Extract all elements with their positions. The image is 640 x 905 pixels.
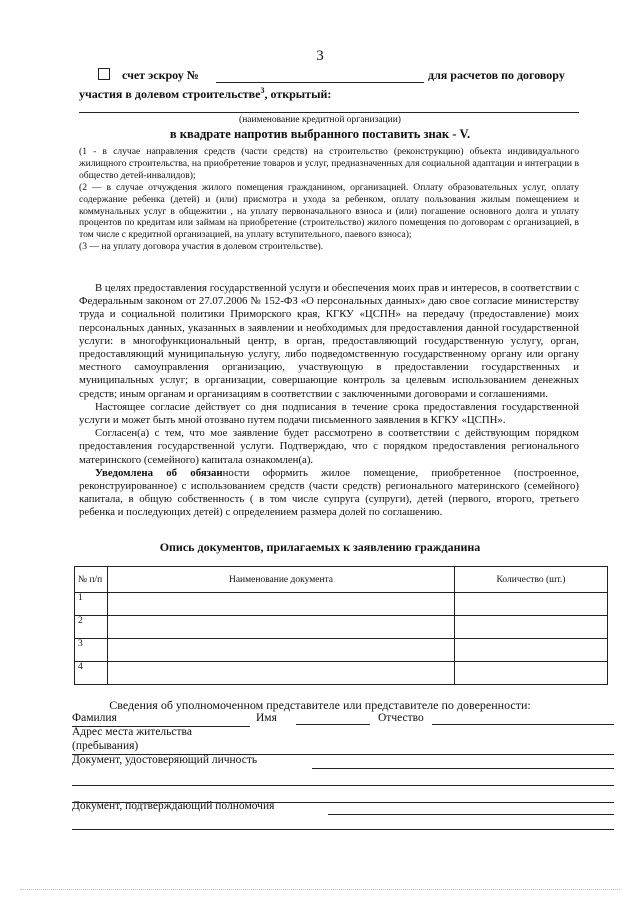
bank-name-caption: (наименование кредитной организации) (239, 115, 401, 125)
escrow-line2: участия в долевом строительстве$^3$, открытый: (79, 86, 332, 101)
rep-title: Сведения об уполномоченном представителе или представителе по доверенности: (109, 698, 531, 712)
rep-patronymic-line[interactable] (432, 724, 614, 725)
row-number: 3 (75, 639, 108, 662)
row-number: 2 (75, 616, 108, 639)
notes-block (79, 146, 579, 253)
doc-name-cell[interactable] (108, 662, 455, 685)
table-header-row (75, 567, 608, 593)
escrow-number-line[interactable] (216, 82, 424, 83)
bank-name-line[interactable] (79, 112, 579, 113)
row-number: 4 (75, 662, 108, 685)
escrow-option (98, 68, 199, 83)
row-number: 1 (75, 593, 108, 616)
escrow-label: счет эскроу № (122, 68, 199, 82)
doc-qty-cell[interactable] (455, 616, 608, 639)
instruction: в квадрате напротив выбранного поставить знак - V. (169, 127, 471, 141)
consent-block (79, 282, 579, 520)
rep-surname-label: Фамилия (72, 712, 117, 724)
col-name-header: Наименование документа (108, 567, 455, 593)
doc-name-cell[interactable] (108, 616, 455, 639)
rep-id-doc-line[interactable] (312, 768, 614, 769)
page-number: 3 (316, 48, 324, 64)
note-1: (1 - в случае направления средств (части средств) на строительство (реконструкцию) объекта индивидуального жилищного строительства, на приобретение товаров и услуг, предназначенных для социальной адаптации и интеграции в общество детей-инвалидов); (79, 146, 579, 181)
consent-validity: Настоящее согласие действует со дня подписания в течение срока предоставления государственной услуги и может быть мной отозвано путем подачи письменного заявления в КГКУ «ЦСПН». (79, 400, 579, 427)
docs-title: Опись документов, прилагаемых к заявлению гражданина (159, 540, 481, 554)
escrow-tail: для расчетов по договору (428, 68, 565, 82)
rep-auth-doc-label: Документ, подтверждающий полномочия (72, 800, 275, 812)
rep-address-label: Адрес места жительства (72, 726, 192, 738)
rep-patronymic-label: Отчество (378, 712, 424, 724)
consent-paragraph: В целях предоставления государственной услуги и обеспечения моих прав и интересов, в соответствии с Федеральным законом от 27.07.2006 № 152-ФЗ «О персональных данных» даю свое согласие министерству труда и социальной политики Приморского края, КГКУ «ЦСПН» на передачу (предоставление) моих персональных данных, указанных в заявлении и необходимых для предоставления данной государственной услуги: в многофункциональный центр, в орган, предоставляющий государственную услугу, орган, предоставляющий муниципальную услугу, либо подведомственную государственному органу или органу местного самоуправления организацию, участвующую в предоставлении государственных и муниципальных услуг; в организации, совершающие контроль за целевым использованием денежных средств; иным органам и организациям в соответствии с заключенными договорами и соглашениями. (79, 282, 579, 400)
documents-table (74, 566, 608, 685)
col-qty-header: Количество (шт.) (455, 567, 608, 593)
doc-name-cell[interactable] (108, 639, 455, 662)
doc-qty-cell[interactable] (455, 593, 608, 616)
table-row (75, 662, 608, 685)
table-row (75, 593, 608, 616)
note-2: (2 — в случае отчуждения жилого помещения гражданином, организацией. Оплату образовательных услуг, оплату содержание ребенка (детей) и (или) присмотра и ухода за ребенком, оплату пользования жилым помещением и коммунальных услуг в общежитии , на уплату первоначального взноса и (или) погашение основного долга и уплату процентов по кредитам или займам на приобретение (строительство) жилого помещения по договорам с организацией, в том числе с кредитной организацией, на уплату вступительного, паевого взноса); (79, 181, 579, 241)
notice-paragraph: Уведомлена об обязанности оформить жилое помещение, приобретенное (построенное, реконструированное) с использованием средств (части средств) регионального материнского (семейного) капитала, в общую собственность ( в том числе супруга (супруги), детей (первого, второго, третьего ребенка и последующих детей) с определением размера долей по соглашению. (79, 466, 579, 519)
table-row (75, 639, 608, 662)
rep-address-label-2: (пребывания) (72, 740, 139, 752)
col-number-header: № п/п (75, 567, 108, 593)
escrow-checkbox[interactable] (98, 68, 110, 80)
rep-auth-doc-line[interactable] (328, 814, 614, 815)
rep-id-doc-line-2[interactable] (72, 785, 614, 786)
rep-name-label: Имя (256, 712, 277, 724)
rep-id-doc-label: Документ, удостоверяющий личность (72, 754, 258, 766)
doc-name-cell[interactable] (108, 593, 455, 616)
rep-name-line[interactable] (296, 724, 370, 725)
note-3: (3 — на уплату договора участия в долевом строительстве). (79, 241, 324, 253)
doc-qty-cell[interactable] (455, 639, 608, 662)
scan-edge-divider (20, 889, 620, 890)
table-row (75, 616, 608, 639)
rep-auth-doc-line-2[interactable] (72, 829, 614, 830)
consent-agreement: Согласен(а) с тем, что мое заявление будет рассмотрено в соответствии с действующим порядком предоставления государственной услуги. Подтверждаю, что с порядком предоставления регионального материнского (семейного) капитала ознакомлен(а). (79, 427, 579, 466)
doc-qty-cell[interactable] (455, 662, 608, 685)
